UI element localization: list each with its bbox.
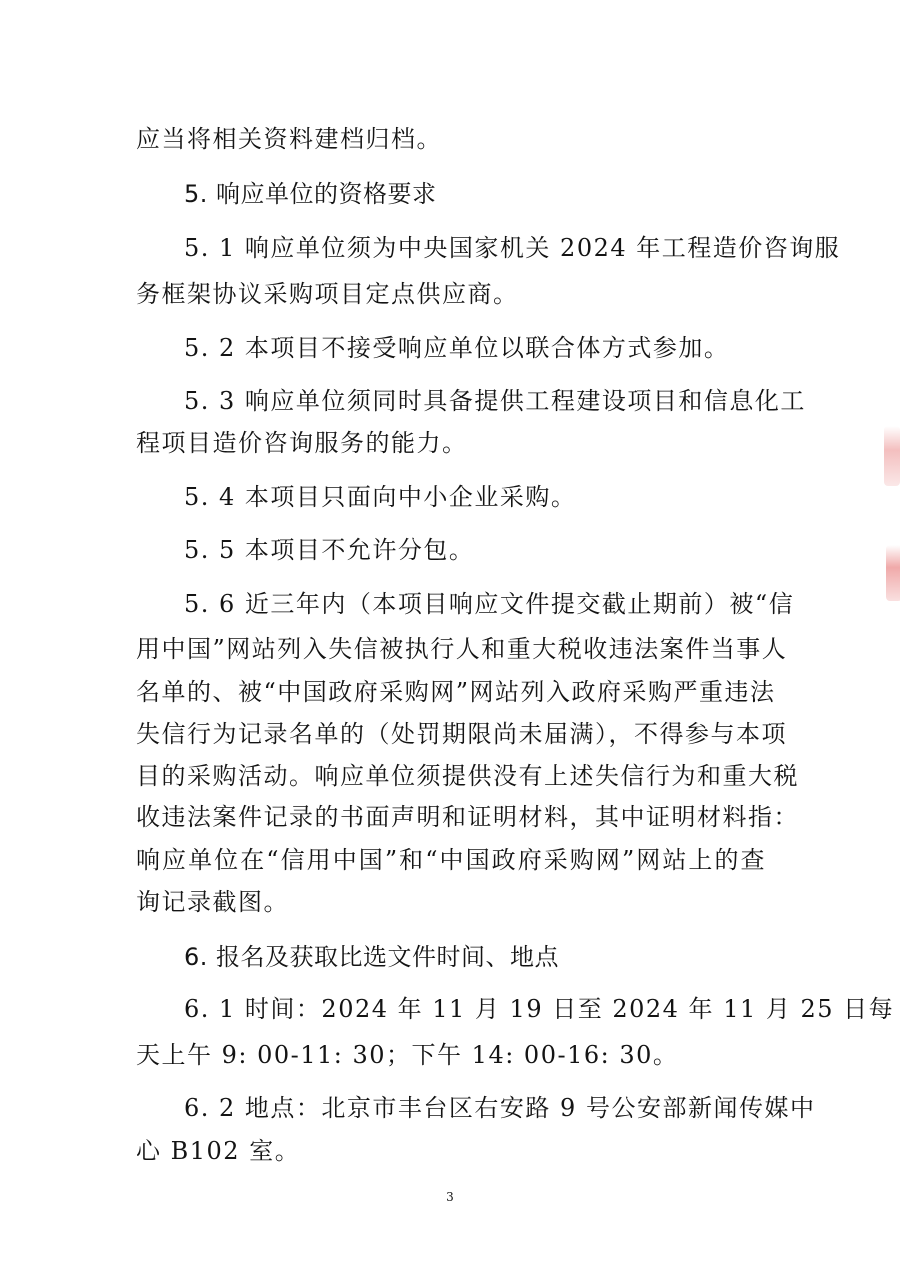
paragraph-line-5-2: 5. 2 本项目不接受响应单位以联合体方式参加。 [184,334,730,362]
page-number: 3 [446,1190,454,1204]
paragraph-line-5-4: 5. 4 本项目只面向中小企业采购。 [184,483,577,511]
paragraph-line-5-6-e: 目的采购活动。响应单位须提供没有上述失信行为和重大税 [136,762,799,790]
section-heading-qualification: 5. 响应单位的资格要求 [184,180,437,208]
paragraph-line-5-1-a: 5. 1 响应单位须为中央国家机关 2024 年工程造价咨询服 [184,234,841,262]
paragraph-line-archive: 应当将相关资料建档归档。 [136,125,442,153]
paragraph-line-5-6-d: 失信行为记录名单的（处罚期限尚未届满），不得参与本项 [136,720,787,748]
paragraph-line-5-6-a: 5. 6 近三年内（本项目响应文件提交截止期前）被“信 [184,590,795,618]
paragraph-line-5-6-c: 名单的、被“中国政府采购网”网站列入政府采购严重违法 [136,678,776,706]
section-heading-registration: 6. 报名及获取比选文件时间、地点 [184,943,560,971]
red-stamp-edge-mark [886,545,900,601]
paragraph-line-5-6-b: 用中国”网站列入失信被执行人和重大税收违法案件当事人 [136,635,788,663]
paragraph-line-5-6-h: 询记录截图。 [136,888,289,916]
paragraph-line-5-1-b: 务框架协议采购项目定点供应商。 [136,280,519,308]
red-stamp-edge-mark [884,426,900,486]
paragraph-line-6-2-a: 6. 2 地点：北京市丰台区右安路 9 号公安部新闻传媒中 [184,1094,816,1122]
paragraph-line-5-6-f: 收违法案件记录的书面声明和证明材料，其中证明材料指： [136,803,799,831]
paragraph-line-6-1-b: 天上午 9: 00-11: 30；下午 14: 00-16: 30。 [136,1041,679,1069]
paragraph-line-5-3-a: 5. 3 响应单位须同时具备提供工程建设项目和信息化工 [184,387,806,415]
paragraph-line-5-5: 5. 5 本项目不允许分包。 [184,536,475,564]
paragraph-line-6-2-b: 心 B102 室。 [136,1137,301,1165]
paragraph-line-5-6-g: 响应单位在“信用中国”和“中国政府采购网”网站上的查 [136,846,766,874]
paragraph-line-5-3-b: 程项目造价咨询服务的能力。 [136,429,468,457]
paragraph-line-6-1-a: 6. 1 时间：2024 年 11 月 19 日至 2024 年 11 月 25 日每 [184,995,895,1023]
